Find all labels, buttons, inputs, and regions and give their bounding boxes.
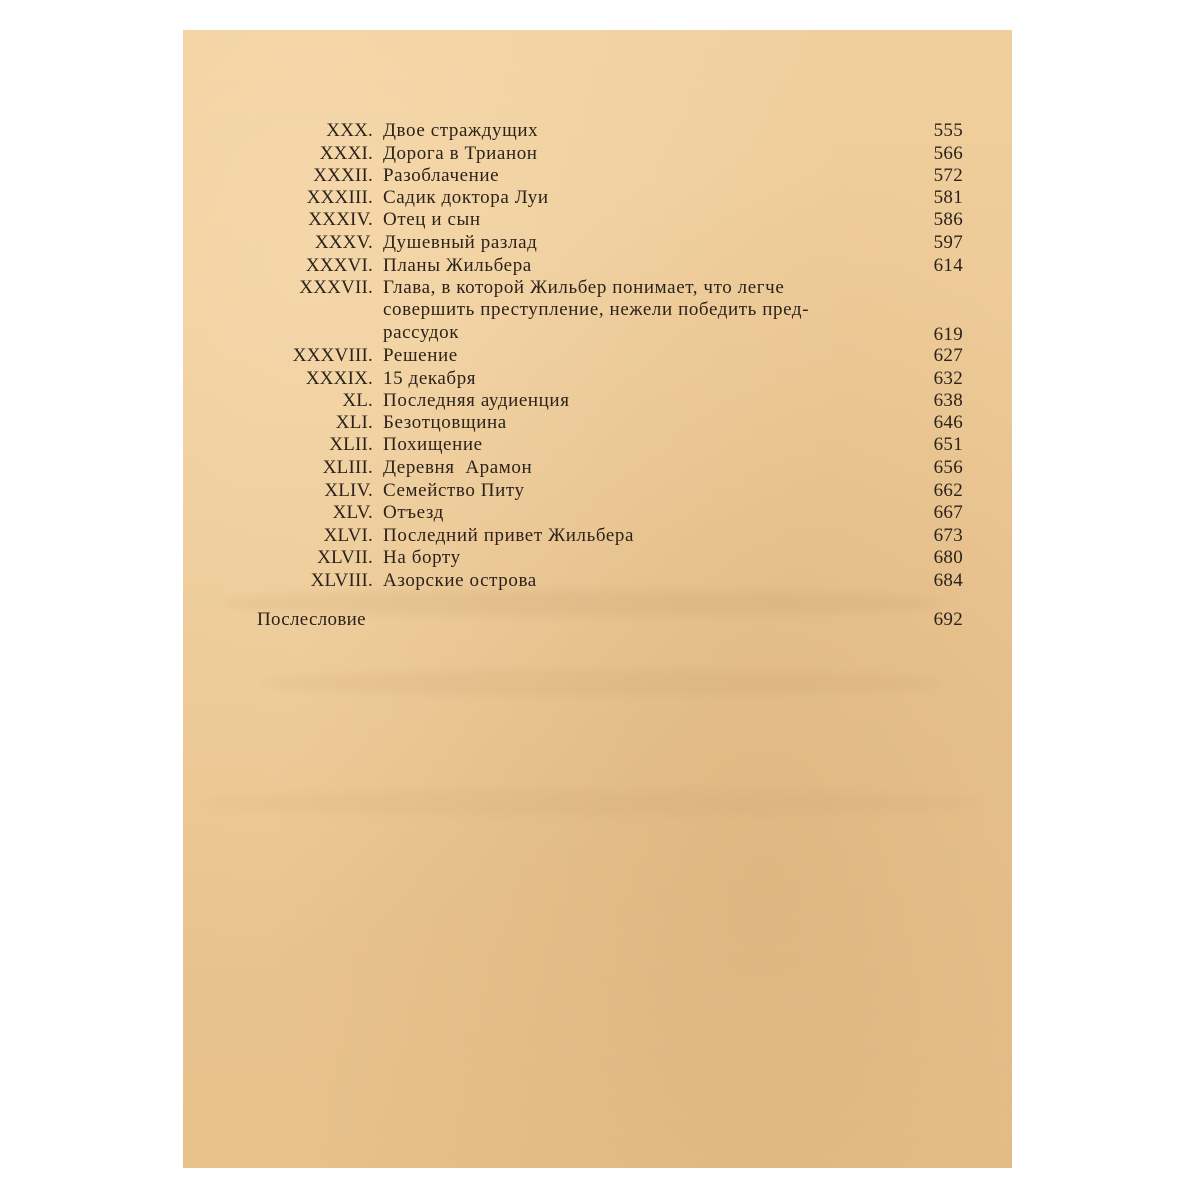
toc-entry xyxy=(183,501,1012,524)
page-number: 632 xyxy=(933,368,963,389)
afterword-title: Послесловие xyxy=(257,609,366,630)
toc-entry xyxy=(183,208,1012,231)
page-number: 581 xyxy=(933,187,963,208)
paper-stain xyxy=(203,790,983,816)
toc-entry xyxy=(183,119,1012,142)
page-number: 680 xyxy=(933,547,963,568)
page-number: 586 xyxy=(933,209,963,230)
page-number: 646 xyxy=(933,412,963,433)
toc-entry xyxy=(183,479,1012,502)
page-number: 572 xyxy=(933,165,963,186)
toc-entry xyxy=(183,569,1012,592)
toc-entry xyxy=(183,344,1012,367)
page-number: 684 xyxy=(933,570,963,591)
chapter-title: Душевный разлад xyxy=(383,232,538,253)
toc-entry xyxy=(183,456,1012,479)
chapter-title: Последняя аудиенция xyxy=(383,390,570,411)
chapter-number: XXXIX. xyxy=(305,368,373,389)
page-number: 619 xyxy=(933,324,963,345)
chapter-title: 15 декабря xyxy=(383,368,477,389)
toc-entry xyxy=(183,276,1012,346)
chapter-title: На борту xyxy=(383,547,461,568)
toc-entry xyxy=(183,546,1012,569)
chapter-number: XXXI. xyxy=(319,143,373,164)
chapter-title: Последний привет Жильбера xyxy=(383,525,635,546)
chapter-title: Планы Жильбера xyxy=(383,255,532,276)
toc-entry xyxy=(183,164,1012,187)
chapter-title: Отец и сын xyxy=(383,209,481,230)
toc-entry xyxy=(183,433,1012,456)
toc-entry xyxy=(183,186,1012,209)
toc-entry xyxy=(183,411,1012,434)
chapter-number: XXXIII. xyxy=(306,187,373,208)
chapter-title: Семейство Питу xyxy=(383,480,525,501)
toc-entry xyxy=(183,142,1012,165)
page-number: 597 xyxy=(933,232,963,253)
chapter-number: XLVIII. xyxy=(310,570,373,591)
chapter-number: XLVI. xyxy=(323,525,373,546)
chapter-number: XLV. xyxy=(332,502,373,523)
paper-stain xyxy=(263,670,943,696)
page-number: 692 xyxy=(933,609,963,630)
page-number: 673 xyxy=(933,525,963,546)
chapter-number: XXXVII. xyxy=(299,277,373,298)
chapter-number: XXXVI. xyxy=(305,255,373,276)
chapter-number: XXXII. xyxy=(313,165,373,186)
page-number: 656 xyxy=(933,457,963,478)
book-page xyxy=(183,30,1012,1168)
chapter-number: XXXVIII. xyxy=(292,345,373,366)
toc-entry xyxy=(183,367,1012,390)
chapter-number: XLI. xyxy=(335,412,373,433)
chapter-number: XXXV. xyxy=(314,232,373,253)
chapter-number: XLII. xyxy=(329,434,373,455)
toc-entry xyxy=(183,389,1012,412)
chapter-title: Азорские острова xyxy=(383,570,537,591)
chapter-title: Разоблачение xyxy=(383,165,500,186)
page-number: 667 xyxy=(933,502,963,523)
page-number: 555 xyxy=(933,120,963,141)
chapter-number: XLIII. xyxy=(322,457,373,478)
chapter-title-line: Глава, в которой Жильбер понимает, что легче xyxy=(383,277,785,298)
chapter-title: Безотцовщина xyxy=(383,412,507,433)
page-number: 662 xyxy=(933,480,963,501)
chapter-title: Дорога в Трианон xyxy=(383,143,538,164)
page-number: 566 xyxy=(933,143,963,164)
page-number: 638 xyxy=(933,390,963,411)
chapter-title: Похищение xyxy=(383,434,483,455)
chapter-title-line: рассудок xyxy=(383,322,460,343)
toc-entry xyxy=(183,524,1012,547)
chapter-number: XXX. xyxy=(326,120,373,141)
page-number: 651 xyxy=(933,434,963,455)
chapter-title: Двое страждущих xyxy=(383,120,539,141)
chapter-title: Деревня Арамон xyxy=(383,457,533,478)
chapter-number: XXXIV. xyxy=(308,209,373,230)
chapter-title: Решение xyxy=(383,345,458,366)
toc-entry xyxy=(183,254,1012,277)
toc-afterword xyxy=(183,608,1012,631)
chapter-number: XLVII. xyxy=(317,547,373,568)
page-number: 627 xyxy=(933,345,963,366)
chapter-title: Отъезд xyxy=(383,502,444,523)
chapter-number: XLIV. xyxy=(324,480,373,501)
page-number: 614 xyxy=(933,255,963,276)
chapter-title: Садик доктора Луи xyxy=(383,187,549,208)
chapter-number: XL. xyxy=(342,390,373,411)
chapter-title-line: совершить преступление, нежели победить пред- xyxy=(383,299,810,320)
toc-entry xyxy=(183,231,1012,254)
